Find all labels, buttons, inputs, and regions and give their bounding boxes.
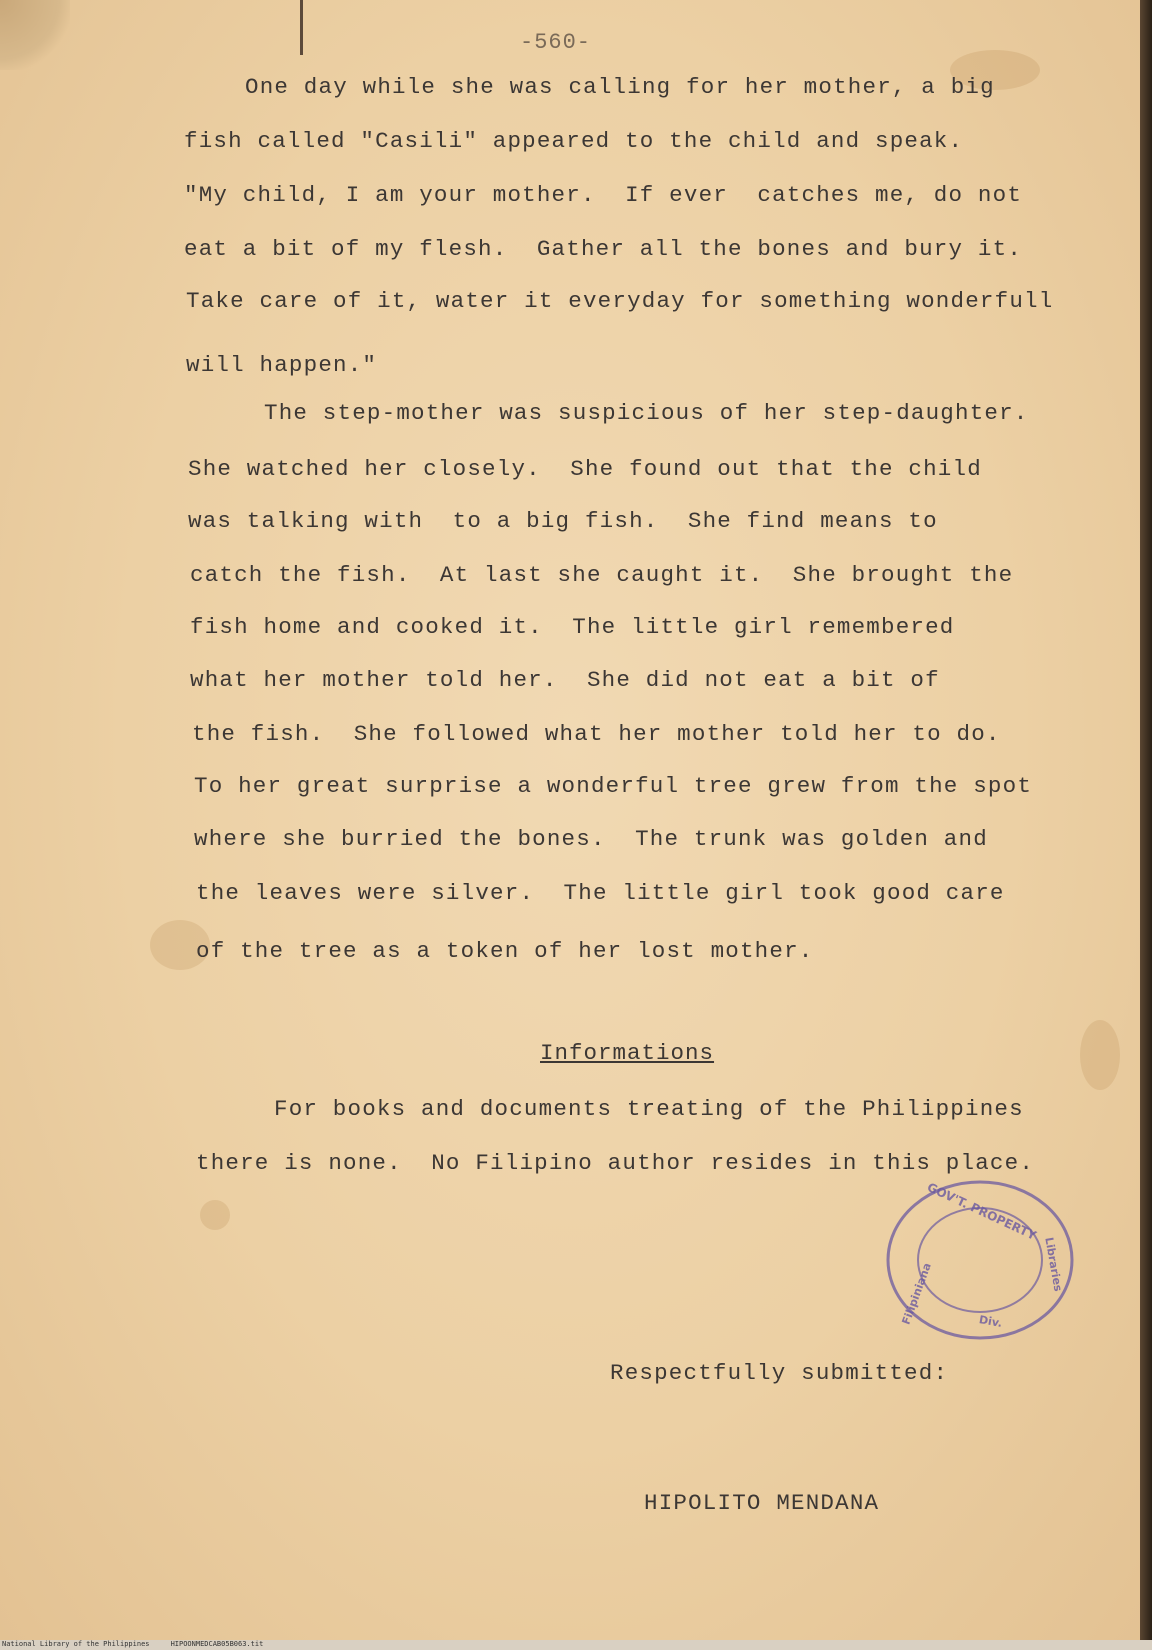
paper-stain xyxy=(1080,1020,1120,1090)
signature-name: HIPOLITO MENDANA xyxy=(644,1490,880,1516)
text-line: there is none. No Filipino author resides in this place. xyxy=(196,1150,1035,1176)
text-line: catch the fish. At last she caught it. She brought the xyxy=(190,562,1014,588)
text-line: "My child, I am your mother. If ever catches me, do not xyxy=(184,182,1023,208)
text-line: She watched her closely. She found out that the child xyxy=(188,456,982,482)
svg-text:Filipiniana: Filipiniana xyxy=(899,1261,934,1327)
text-line: the fish. She followed what her mother told her to do. xyxy=(192,721,1001,747)
svg-text:Div.: Div. xyxy=(977,1313,1004,1330)
scan-edge xyxy=(1140,0,1152,1650)
text-line: The step-mother was suspicious of her step-daughter. xyxy=(264,400,1029,426)
text-line: where she burried the bones. The trunk was golden and xyxy=(194,826,988,852)
paper-stain xyxy=(200,1200,230,1230)
closing-line: Respectfully submitted: xyxy=(610,1360,949,1386)
text-line: will happen." xyxy=(186,352,378,378)
text-line: fish home and cooked it. The little girl remembered xyxy=(190,614,955,640)
text-line: To her great surprise a wonderful tree grew from the spot xyxy=(194,773,1033,799)
text-line: eat a bit of my flesh. Gather all the bones and bury it. xyxy=(184,236,1023,262)
scan-footer-text: National Library of the Philippines HIPOONMEDCAB05B063.tit xyxy=(2,1640,264,1648)
binding-mark xyxy=(300,0,303,55)
text-line: fish called "Casili" appeared to the child and speak. xyxy=(184,128,964,154)
text-line: of the tree as a token of her lost mother. xyxy=(196,938,814,964)
svg-text:Libraries: Libraries xyxy=(1042,1236,1065,1293)
text-line: Take care of it, water it everyday for something wonderfull xyxy=(186,288,1054,314)
page-number: -560- xyxy=(520,30,592,55)
corner-stain xyxy=(0,0,70,70)
svg-text:GOV'T. PROPERTY: GOV'T. PROPERTY xyxy=(924,1179,1039,1243)
informations-heading: Informations xyxy=(540,1040,715,1066)
text-line: what her mother told her. She did not eat a bit of xyxy=(190,667,940,693)
library-stamp xyxy=(880,1175,1080,1345)
text-line: For books and documents treating of the Philippines xyxy=(274,1096,1024,1122)
text-line: the leaves were silver. The little girl took good care xyxy=(196,880,1005,906)
text-line: One day while she was calling for her mother, a big xyxy=(245,74,995,100)
text-line: was talking with to a big fish. She find means to xyxy=(188,508,938,534)
